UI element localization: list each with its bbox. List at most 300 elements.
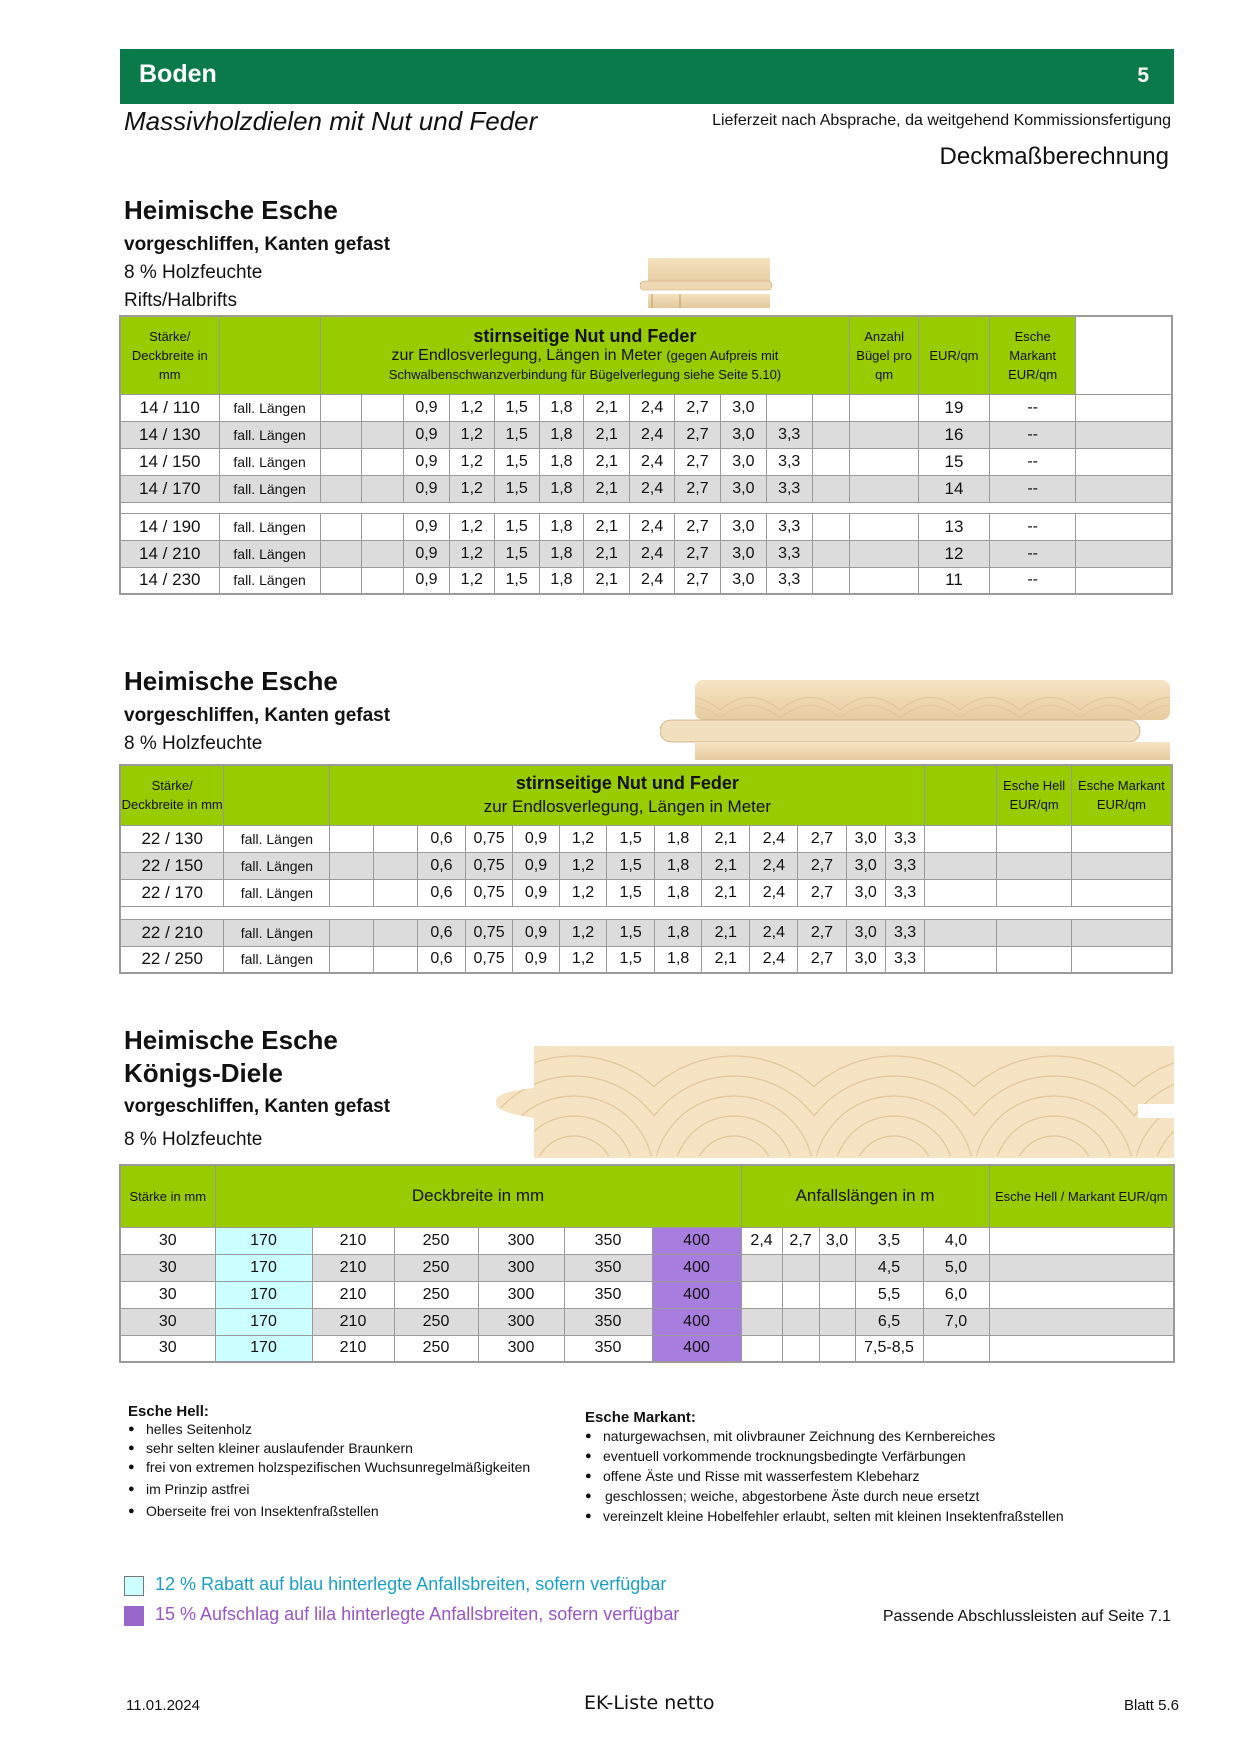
staerke-cell: 30 xyxy=(120,1308,215,1335)
length-cell: 3,0 xyxy=(846,919,885,946)
size-cell: 14 / 110 xyxy=(120,394,219,421)
markant-price-cell xyxy=(1071,919,1172,946)
anfall-cell: 6,0 xyxy=(923,1281,989,1308)
length-cell: 1,2 xyxy=(449,394,494,421)
header-title: Boden xyxy=(139,60,217,88)
anfall-cell: 6,5 xyxy=(855,1308,923,1335)
header-page-number: 5 xyxy=(1137,64,1149,87)
gap-cell xyxy=(320,502,362,513)
gap-cell xyxy=(1076,502,1172,513)
anfall-cell xyxy=(819,1335,855,1362)
table-cell xyxy=(850,394,919,421)
table-cell xyxy=(320,567,362,594)
table-cell xyxy=(362,421,404,448)
length-cell: 1,2 xyxy=(449,567,494,594)
length-cell: 0,75 xyxy=(466,879,513,906)
width-cell: 300 xyxy=(478,1254,564,1281)
length-cell: 0,6 xyxy=(417,946,465,973)
table-cell xyxy=(850,513,919,540)
s3-line2: 8 % Holzfeuchte xyxy=(124,1129,263,1150)
s2-table xyxy=(119,764,1173,974)
width-cell: 210 xyxy=(312,1254,394,1281)
gap-cell xyxy=(404,502,450,513)
width-cell: 210 xyxy=(312,1335,394,1362)
table-cell xyxy=(925,946,997,973)
length-cell: 0,9 xyxy=(404,513,450,540)
length-cell: 1,2 xyxy=(560,879,607,906)
s3-title1: Heimische Esche xyxy=(124,1025,338,1055)
table-cell xyxy=(850,567,919,594)
length-cell: 1,5 xyxy=(494,475,539,502)
table-cell xyxy=(320,513,362,540)
s2-h-main-bold: stirnseitige Nut und Feder xyxy=(515,773,739,794)
length-cell: 1,5 xyxy=(607,879,655,906)
anfall-cell xyxy=(819,1281,855,1308)
length-cell: 2,1 xyxy=(584,394,630,421)
markant-price-cell xyxy=(1071,879,1172,906)
length-cell xyxy=(766,394,812,421)
s1-line1: vorgeschliffen, Kanten gefast xyxy=(124,234,391,255)
length-cell: 1,5 xyxy=(607,946,655,973)
gap-cell xyxy=(560,906,607,919)
gap-cell xyxy=(120,906,224,919)
length-cell: 1,8 xyxy=(655,946,702,973)
fall-cell: fall. Längen xyxy=(224,852,330,879)
size-cell: 22 / 130 xyxy=(120,825,224,852)
gap-cell xyxy=(362,502,404,513)
gap-cell xyxy=(766,502,812,513)
anfall-cell xyxy=(741,1254,782,1281)
table-row xyxy=(120,513,1172,540)
length-cell: 3,3 xyxy=(766,421,812,448)
length-cell: 1,5 xyxy=(607,852,655,879)
table-row xyxy=(120,1335,1174,1362)
length-cell: 2,4 xyxy=(630,394,675,421)
length-cell: 2,1 xyxy=(702,946,750,973)
width-cell: 170 xyxy=(215,1227,312,1254)
markant-price-cell xyxy=(1076,513,1172,540)
table-cell xyxy=(362,540,404,567)
length-cell: 1,2 xyxy=(449,475,494,502)
length-cell: 3,3 xyxy=(885,852,924,879)
table-cell xyxy=(362,567,404,594)
length-cell: 2,7 xyxy=(675,421,721,448)
length-cell: 2,7 xyxy=(675,448,721,475)
length-cell: 2,4 xyxy=(750,825,798,852)
markant-price-cell xyxy=(1076,448,1172,475)
size-cell: 14 / 230 xyxy=(120,567,219,594)
gap-cell xyxy=(925,906,997,919)
gap-cell xyxy=(997,906,1071,919)
anfall-cell: 7,5-8,5 xyxy=(855,1335,923,1362)
length-cell: 2,1 xyxy=(584,448,630,475)
gap-cell xyxy=(494,502,539,513)
anzahl-cell: 16 xyxy=(919,421,990,448)
markant-price-cell xyxy=(1076,567,1172,594)
gap-cell xyxy=(919,502,990,513)
table-cell xyxy=(330,852,374,879)
s2-h-hell: Esche Hell EUR/qm xyxy=(997,765,1071,825)
length-cell: 2,1 xyxy=(702,825,750,852)
length-cell: 0,75 xyxy=(466,919,513,946)
notes-markant xyxy=(585,1409,1175,1526)
length-cell: 2,4 xyxy=(750,879,798,906)
footer-center: EK-Liste netto xyxy=(584,1692,715,1714)
table-row xyxy=(120,825,1172,852)
table-row xyxy=(120,919,1172,946)
length-cell: 0,9 xyxy=(404,448,450,475)
length-cell: 1,5 xyxy=(607,919,655,946)
eur-cell: -- xyxy=(989,540,1076,567)
s2-h-main-sub: zur Endlosverlegung, Längen in Meter xyxy=(483,797,772,817)
gap-cell xyxy=(120,502,219,513)
table-row xyxy=(120,1227,1174,1254)
table-cell xyxy=(812,540,850,567)
fall-cell: fall. Längen xyxy=(224,946,330,973)
length-cell: 2,4 xyxy=(630,513,675,540)
anfall-cell: 4,5 xyxy=(855,1254,923,1281)
anzahl-cell: 19 xyxy=(919,394,990,421)
table-cell xyxy=(362,475,404,502)
length-cell: 1,5 xyxy=(494,567,539,594)
table-row xyxy=(120,540,1172,567)
length-cell: 2,4 xyxy=(630,567,675,594)
gap-cell xyxy=(539,502,584,513)
s1-h-anzahl: Anzahl Bügel pro qm xyxy=(850,316,919,394)
length-cell: 0,75 xyxy=(466,825,513,852)
length-cell: 2,7 xyxy=(798,852,846,879)
table-gap-row xyxy=(120,502,1172,513)
table-cell xyxy=(850,475,919,502)
board-profile-koenigsdiele-image xyxy=(494,1046,1174,1158)
notes-markant-item: ● eventuell vorkommende trocknungsbedingte Verfärbungen xyxy=(585,1446,1175,1466)
length-cell: 1,8 xyxy=(539,421,584,448)
table-cell xyxy=(374,946,418,973)
notes-hell-title: Esche Hell: xyxy=(128,1403,209,1420)
s1-title: Heimische Esche xyxy=(124,195,338,225)
table-cell xyxy=(812,513,850,540)
notes-markant-item: ● naturgewachsen, mit olivbrauner Zeichnung des Kernbereiches xyxy=(585,1426,1175,1446)
length-cell: 2,4 xyxy=(750,919,798,946)
length-cell: 3,3 xyxy=(766,448,812,475)
s1-h-markant: Esche Markant EUR/qm xyxy=(989,316,1076,394)
length-cell: 2,1 xyxy=(584,513,630,540)
size-cell: 22 / 150 xyxy=(120,852,224,879)
legend-blue-text: 12 % Rabatt auf blau hinterlegte Anfallsbreiten, sofern verfügbar xyxy=(155,1574,667,1594)
length-cell: 3,3 xyxy=(766,513,812,540)
size-cell: 14 / 130 xyxy=(120,421,219,448)
markant-price-cell xyxy=(1071,852,1172,879)
width-cell: 210 xyxy=(312,1308,394,1335)
table-cell xyxy=(374,919,418,946)
table-cell xyxy=(362,394,404,421)
gap-cell xyxy=(513,906,560,919)
length-cell: 1,8 xyxy=(539,475,584,502)
length-cell: 1,8 xyxy=(655,825,702,852)
length-cell: 1,5 xyxy=(607,825,655,852)
width-cell: 400 xyxy=(652,1335,741,1362)
length-cell: 2,4 xyxy=(630,448,675,475)
gap-cell xyxy=(607,906,655,919)
length-cell: 1,5 xyxy=(494,540,539,567)
gap-cell xyxy=(720,502,766,513)
length-cell: 0,6 xyxy=(417,825,465,852)
length-cell: 1,8 xyxy=(539,513,584,540)
gap-cell xyxy=(374,906,418,919)
table-cell xyxy=(320,540,362,567)
table-cell xyxy=(925,852,997,879)
table-row xyxy=(120,394,1172,421)
width-cell: 400 xyxy=(652,1254,741,1281)
s3-h-staerke: Stärke in mm xyxy=(120,1165,215,1227)
footer-date: 11.01.2024 xyxy=(126,1697,200,1714)
width-cell: 350 xyxy=(564,1281,652,1308)
anfall-cell xyxy=(923,1335,989,1362)
notes-markant-item: ● vereinzelt kleine Hobelfehler erlaubt, selten mit kleinen Insektenfraßstellen xyxy=(585,1506,1175,1526)
length-cell: 3,0 xyxy=(720,421,766,448)
hell-price-cell xyxy=(997,852,1071,879)
s3-h-deck: Deckbreite in mm xyxy=(215,1165,741,1227)
length-cell: 2,1 xyxy=(702,852,750,879)
size-cell: 14 / 170 xyxy=(120,475,219,502)
anfall-cell xyxy=(819,1308,855,1335)
width-cell: 170 xyxy=(215,1308,312,1335)
length-cell: 0,75 xyxy=(466,852,513,879)
length-cell: 1,5 xyxy=(494,394,539,421)
table-cell xyxy=(812,475,850,502)
markant-price-cell xyxy=(1076,475,1172,502)
length-cell: 3,0 xyxy=(720,513,766,540)
width-cell: 300 xyxy=(478,1308,564,1335)
width-cell: 170 xyxy=(215,1281,312,1308)
width-cell: 300 xyxy=(478,1281,564,1308)
width-cell: 300 xyxy=(478,1227,564,1254)
length-cell: 3,0 xyxy=(846,825,885,852)
length-cell: 1,5 xyxy=(494,513,539,540)
price-cell xyxy=(989,1308,1174,1335)
board-profile-small-image xyxy=(640,258,775,310)
length-cell: 1,2 xyxy=(560,946,607,973)
notes-markant-title: Esche Markant: xyxy=(585,1409,696,1426)
length-cell: 3,0 xyxy=(720,448,766,475)
anfall-cell: 5,5 xyxy=(855,1281,923,1308)
s2-h-main xyxy=(330,765,925,825)
markant-price-cell xyxy=(1076,394,1172,421)
s2-h-markant: Esche Markant EUR/qm xyxy=(1071,765,1172,825)
table-cell xyxy=(850,540,919,567)
length-cell: 2,4 xyxy=(630,475,675,502)
notes-hell xyxy=(128,1403,578,1521)
footer-page: Blatt 5.6 xyxy=(1123,1697,1179,1714)
length-cell: 2,7 xyxy=(798,825,846,852)
s1-table xyxy=(119,315,1173,595)
table-cell xyxy=(330,946,374,973)
s1-h-eur: EUR/qm xyxy=(919,316,990,394)
s2-h-staerke: Stärke/ Deckbreite in mm xyxy=(120,765,224,825)
gap-cell xyxy=(885,906,924,919)
anfall-cell: 5,0 xyxy=(923,1254,989,1281)
size-cell: 14 / 210 xyxy=(120,540,219,567)
s1-h-staerke: Stärke/ Deckbreite in mm xyxy=(120,316,219,394)
length-cell: 0,9 xyxy=(513,919,560,946)
staerke-cell: 30 xyxy=(120,1254,215,1281)
length-cell: 3,0 xyxy=(846,852,885,879)
header-bar xyxy=(120,49,1174,104)
eur-cell: -- xyxy=(989,421,1076,448)
s2-table-header xyxy=(120,765,1172,825)
eur-cell: -- xyxy=(989,513,1076,540)
staerke-cell: 30 xyxy=(120,1227,215,1254)
notes-hell-item: ● im Prinzip astfrei xyxy=(128,1480,578,1499)
table-row xyxy=(120,567,1172,594)
length-cell: 3,0 xyxy=(720,475,766,502)
table-cell xyxy=(320,475,362,502)
price-cell xyxy=(989,1281,1174,1308)
table-cell xyxy=(850,448,919,475)
price-cell xyxy=(989,1254,1174,1281)
anzahl-cell: 14 xyxy=(919,475,990,502)
markant-price-cell xyxy=(1071,825,1172,852)
length-cell: 2,7 xyxy=(798,919,846,946)
fall-cell: fall. Längen xyxy=(219,513,320,540)
length-cell: 2,1 xyxy=(702,919,750,946)
gap-cell xyxy=(630,502,675,513)
anfall-cell: 4,0 xyxy=(923,1227,989,1254)
length-cell: 3,3 xyxy=(885,879,924,906)
width-cell: 350 xyxy=(564,1335,652,1362)
length-cell: 2,1 xyxy=(702,879,750,906)
length-cell: 0,9 xyxy=(404,394,450,421)
length-cell: 2,4 xyxy=(630,421,675,448)
length-cell: 1,2 xyxy=(449,448,494,475)
table-row xyxy=(120,879,1172,906)
width-cell: 400 xyxy=(652,1281,741,1308)
length-cell: 2,7 xyxy=(798,946,846,973)
table-row xyxy=(120,946,1172,973)
anfall-cell xyxy=(782,1308,819,1335)
legend-blue-swatch xyxy=(124,1576,144,1596)
notes-markant-continuation: ● geschlossen; weiche, abgestorbene Äste durch neue ersetzt xyxy=(585,1486,1175,1506)
s1-table-header xyxy=(120,316,1172,394)
fall-cell: fall. Längen xyxy=(224,879,330,906)
length-cell: 0,75 xyxy=(466,946,513,973)
length-cell: 0,9 xyxy=(404,475,450,502)
table-row xyxy=(120,448,1172,475)
size-cell: 14 / 190 xyxy=(120,513,219,540)
length-cell: 2,7 xyxy=(675,540,721,567)
anfall-cell xyxy=(741,1281,782,1308)
gap-cell xyxy=(1071,906,1172,919)
length-cell: 2,4 xyxy=(630,540,675,567)
table-cell xyxy=(812,394,850,421)
table-cell xyxy=(925,919,997,946)
length-cell: 1,2 xyxy=(560,825,607,852)
table-row xyxy=(120,421,1172,448)
length-cell: 3,0 xyxy=(720,540,766,567)
table-cell xyxy=(850,421,919,448)
length-cell: 2,7 xyxy=(675,513,721,540)
table-gap-row xyxy=(120,906,1172,919)
length-cell: 3,3 xyxy=(885,919,924,946)
gap-cell xyxy=(702,906,750,919)
s1-h-main-sub2: Schwalbenschwanzverbindung für Bügelverlegung siehe Seite 5.10) xyxy=(388,366,782,382)
length-cell: 0,9 xyxy=(513,852,560,879)
table-cell xyxy=(925,825,997,852)
size-cell: 14 / 150 xyxy=(120,448,219,475)
length-cell: 2,1 xyxy=(584,540,630,567)
s3-line1: vorgeschliffen, Kanten gefast xyxy=(124,1096,391,1117)
notes-markant-item: ● offene Äste und Risse mit wasserfestem Klebeharz xyxy=(585,1466,1175,1486)
anfall-cell: 2,7 xyxy=(782,1227,819,1254)
s1-h-main-bold: stirnseitige Nut und Feder xyxy=(473,325,697,346)
eur-cell: -- xyxy=(989,475,1076,502)
gap-cell xyxy=(750,906,798,919)
length-cell: 1,5 xyxy=(494,421,539,448)
table-cell xyxy=(812,448,850,475)
table-cell xyxy=(925,879,997,906)
length-cell: 0,6 xyxy=(417,879,465,906)
length-cell: 3,3 xyxy=(766,475,812,502)
eur-cell: -- xyxy=(989,448,1076,475)
length-cell: 0,9 xyxy=(404,421,450,448)
gap-cell xyxy=(584,502,630,513)
length-cell: 0,9 xyxy=(513,946,560,973)
width-cell: 250 xyxy=(394,1335,478,1362)
s3-table xyxy=(119,1164,1175,1363)
notes-hell-item: ● Oberseite frei von Insektenfraßstellen xyxy=(128,1502,578,1521)
width-cell: 350 xyxy=(564,1254,652,1281)
width-cell: 250 xyxy=(394,1254,478,1281)
fall-cell: fall. Längen xyxy=(219,448,320,475)
length-cell: 0,6 xyxy=(417,919,465,946)
length-cell: 3,3 xyxy=(766,540,812,567)
s1-h-main-sub: zur Endlosverlegung, Längen in Meter xyxy=(391,346,662,364)
table-cell xyxy=(320,421,362,448)
width-cell: 250 xyxy=(394,1227,478,1254)
anfall-cell xyxy=(819,1254,855,1281)
width-cell: 350 xyxy=(564,1227,652,1254)
gap-cell xyxy=(850,502,919,513)
gap-cell xyxy=(989,502,1076,513)
length-cell: 1,2 xyxy=(449,513,494,540)
length-cell: 2,7 xyxy=(675,475,721,502)
eur-cell: -- xyxy=(989,394,1076,421)
table-cell xyxy=(362,513,404,540)
hell-price-cell xyxy=(997,946,1071,973)
length-cell: 1,2 xyxy=(560,852,607,879)
fall-cell: fall. Längen xyxy=(219,567,320,594)
length-cell: 1,8 xyxy=(539,540,584,567)
table-cell xyxy=(330,879,374,906)
markant-price-cell xyxy=(1071,946,1172,973)
s2-line2: 8 % Holzfeuchte xyxy=(124,733,263,754)
fall-cell: fall. Längen xyxy=(219,394,320,421)
markant-price-cell xyxy=(1076,421,1172,448)
table-row xyxy=(120,1254,1174,1281)
hell-price-cell xyxy=(997,879,1071,906)
length-cell: 2,7 xyxy=(798,879,846,906)
gap-cell xyxy=(812,502,850,513)
table-row xyxy=(120,852,1172,879)
table-cell xyxy=(812,567,850,594)
fall-cell: fall. Längen xyxy=(224,919,330,946)
gap-cell xyxy=(675,502,721,513)
page-subtitle: Massivholzdielen mit Nut und Feder xyxy=(124,106,538,136)
anfall-cell xyxy=(782,1254,819,1281)
s1-h-main xyxy=(320,316,850,394)
s1-line2: 8 % Holzfeuchte xyxy=(124,262,263,283)
gap-cell xyxy=(846,906,885,919)
